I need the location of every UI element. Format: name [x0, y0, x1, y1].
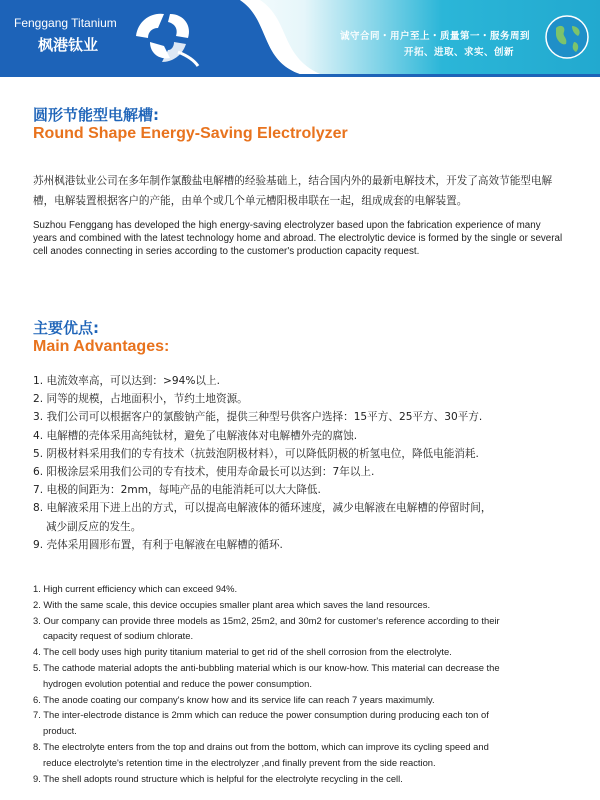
list-item: 7. The inter-electrode distance is 2mm which can reduce the power consumption during producing each ton of product.	[33, 709, 489, 737]
list-item: 2. With the same scale, this device occupies smaller plant area which saves the land resources.	[33, 598, 431, 610]
list-item: 1. High current efficiency which can exceed 94%.	[33, 583, 238, 594]
list-item: 7. 电极的间距为：2mm，每吨产品的电能消耗可以大大降低.	[33, 484, 321, 497]
list-item: 8. The electrolyte enters from the top and drains out from the bottom, which can improve its cycling speed and reduce electrolyte's retention time in the electrolyzer ,and finally prevent from the side reaction.	[33, 740, 489, 768]
advantages-title-en: Main Advantages:	[33, 338, 170, 355]
list-item: 3. Our company can provide three models as 15m2, 25m2, and 30m2 for customer's reference according to their capacity request of sodium chlorate.	[33, 614, 500, 642]
list-item: 3. 我们公司可以根据客户的氯酸钠产能，提供三种型号供客户选择：15平方、25平方、30平方.	[33, 411, 483, 424]
brand-block	[0, 0, 205, 74]
company-name-cn: 枫港钛业	[38, 36, 99, 54]
slogan-line-2: 开拓、进取、求实、创新	[403, 47, 514, 58]
product-intro-cn: 苏州枫港钛业公司在多年制作氯酸盐电解槽的经验基础上，结合国内外的最新电解技术，开发了高效节能型电解槽，电解装置根据客户的产能，由单个或几个单元槽阳极串联在一起，组成成套的电解装置。	[33, 175, 553, 207]
list-item: 1. 电流效率高，可以达到：>94%以上.	[33, 375, 220, 387]
list-item: 4. The cell body uses high purity titanium material to get rid of the shell corrosion from the electrolyte.	[33, 646, 452, 658]
list-item: 4. 电解槽的壳体采用高纯钛材，避免了电解液体对电解槽外壳的腐蚀.	[33, 429, 358, 442]
advantages-list-en	[33, 581, 578, 786]
list-item: 6. The anode coating our company's know how and its service life can reach 7 years maximumly.	[33, 693, 435, 705]
advantages-list-cn	[33, 372, 578, 554]
company-logo-icon	[128, 6, 200, 68]
company-name-en: Fenggang Titanium	[14, 16, 117, 30]
list-item: 5. 阴极材料采用我们的专有技术（抗鼓泡阴极材料），可以降低阴极的析氢电位，降低电能消耗.	[33, 447, 479, 460]
advantages-title-cn: 主要优点:	[33, 319, 99, 337]
product-title-cn: 圆形节能型电解槽:	[33, 106, 159, 124]
list-item: 9. The shell adopts round structure which is helpful for the electrolyte recycling in the cell.	[33, 772, 403, 784]
product-title-en: Round Shape Energy-Saving Electrolyzer	[33, 125, 348, 142]
list-item: 2. 同等的规模，占地面积小，节约土地资源。	[33, 393, 248, 406]
header-swoosh	[200, 0, 340, 74]
header-divider	[0, 74, 600, 77]
globe-icon	[544, 14, 590, 60]
product-intro-en: Suzhou Fenggang has developed the high energy-saving electrolyzer based upon the fabrication experience of many years and combined with the latest technology home and abroad. The electrolytic device is formed by the single or several cell anodes connecting in series according to the customer's production capacity request.	[33, 220, 563, 257]
slogan-line-1: 诚守合同・用户至上・质量第一・服务周到	[339, 31, 530, 42]
page-header	[0, 0, 600, 78]
list-item: 8. 电解液采用下进上出的方式，可以提高电解液体的循环速度，减少电解液在电解槽的停留时间， 减少副反应的发生。	[33, 502, 492, 533]
list-item: 9. 壳体采用圆形布置，有利于电解液在电解槽的循环.	[33, 538, 283, 551]
list-item: 6. 阳极涂层采用我们公司的专有技术，使用寿命最长可以达到：7年以上.	[33, 466, 375, 479]
list-item: 5. The cathode material adopts the anti-bubbling material which is our know-how. This material can decrease the hydrogen evolution potential and reduce the power consumption.	[33, 661, 500, 689]
